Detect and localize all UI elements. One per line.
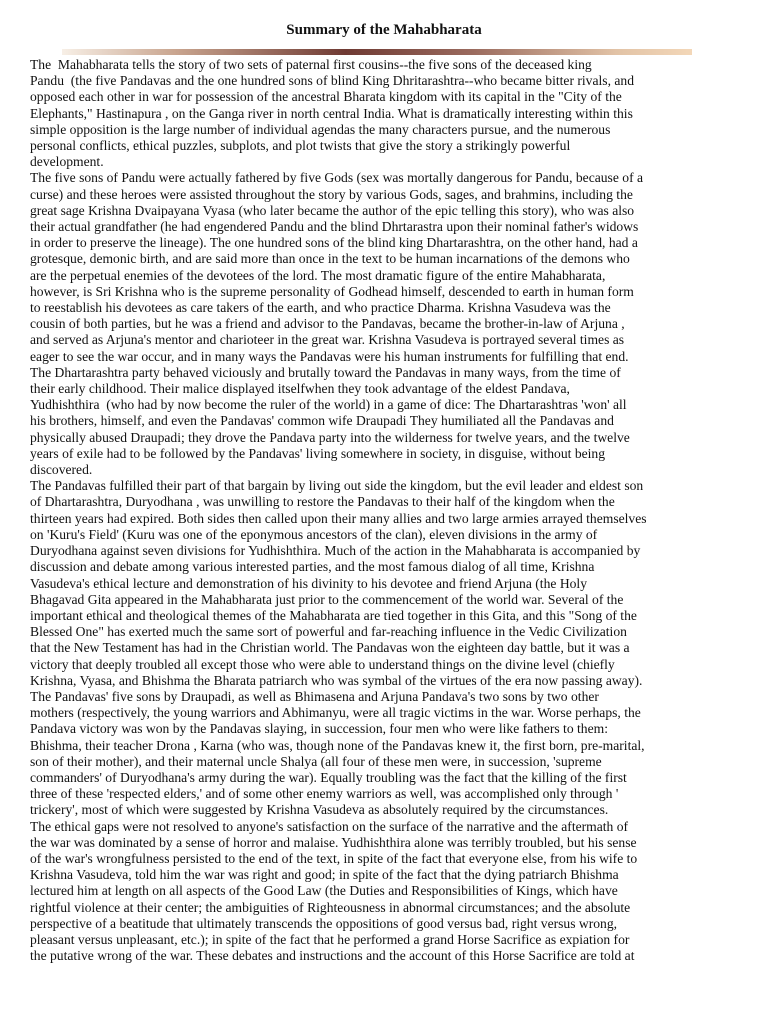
paragraph-line: Bhishma, their teacher Drona , Karna (who was, though none of the Pandavas knew it, the first born, pre-marital, [30, 737, 645, 753]
paragraph-line: Yudhishthira (who had by now become the ruler of the world) in a game of dice: The Dhartarashtras 'won' all [30, 397, 627, 413]
paragraph-line: opposed each other in war for possession of the ancestral Bharata kingdom with its capital in the "City of the [30, 89, 622, 105]
paragraph-line: pleasant versus unpleasant, etc.); in spite of the fact that he performed a grand Horse Sacrifice as expiation for [30, 931, 630, 947]
paragraph-line: cousin of both parties, but he was a friend and advisor to the Pandavas, became the brother-in-law of Arjuna , [30, 316, 625, 332]
paragraph-line: are the perpetual enemies of the devotees of the lord. The most dramatic figure of the entire Mahabharata, [30, 267, 606, 283]
paragraph-line: of Dhartarashtra, Duryodhana , was unwilling to restore the Pandavas to their half of the kingdom when the [30, 494, 615, 510]
paragraph-line: mothers (respectively, the young warriors and Abhimanyu, were all tragic victims in the war. Worse perhaps, the [30, 705, 641, 721]
title-underline-rule [62, 49, 692, 55]
paragraph-line: The Pandavas' five sons by Draupadi, as well as Bhimasena and Arjuna Pandava's two sons by two other [30, 688, 599, 704]
paragraph-line: their early childhood. Their malice displayed itselfwhen they took advantage of the eldest Pandava, [30, 381, 570, 397]
paragraph [30, 819, 743, 965]
paragraph-line: simple opposition is the large number of individual agendas the many characters pursue, and the numerous [30, 121, 611, 137]
paragraph-line: personal conflicts, ethical puzzles, subplots, and plot twists that give the story a strikingly powerful [30, 138, 571, 154]
paragraph-line: commanders' of Duryodhana's army during the war). Equally troubling was the fact that the killing of the first [30, 769, 627, 785]
paragraph-line: Vasudeva's ethical lecture and demonstration of his divinity to his devotee and friend Arjuna (the Holy [30, 575, 588, 591]
paragraph-line: discovered. [30, 462, 93, 478]
paragraph [30, 689, 743, 819]
paragraph-line: trickery', most of which were suggested by Krishna Vasudeva as absolutely required by the circumstances. [30, 802, 609, 818]
paragraph-line: his brothers, himself, and even the Pandavas' common wife Draupadi They humiliated all the Pandavas and [30, 413, 614, 429]
paragraph-line: that the New Testament has had in the Christian world. The Pandavas won the eighteen day battle, but it was a [30, 640, 630, 656]
paragraph-line: The ethical gaps were not resolved to anyone's satisfaction on the surface of the narrative and the aftermath of [30, 818, 629, 834]
paragraph-line: their actual grandfather (he had engendered Pandu and the blind Dhrtarastra upon their nominal father's widows [30, 219, 639, 235]
paragraph-line: Duryodhana against seven divisions for Yudhishthira. Much of the action in the Mahabharata is accompanied by [30, 543, 641, 559]
paragraph-line: to reestablish his devotees as care takers of the earth, and who practice Dharma. Krishna Vasudeva was the [30, 300, 611, 316]
paragraph-line: discussion and debate among various interested parties, and the most famous dialog of all time, Krishna [30, 559, 595, 575]
paragraph-line: Pandava victory was won by the Pandavas slaying, in succession, four men who were like fathers to them: [30, 721, 608, 737]
paragraph-line: three of these 'respected elders,' and of some other enemy warriors as well, was accomplished only through ' [30, 786, 619, 802]
paragraph [30, 478, 743, 689]
paragraph-line: son of their mother), and their maternal uncle Shalya (all four of these men were, in succession, 'supreme [30, 753, 602, 769]
document-body [30, 57, 743, 964]
paragraph-line: thirteen years had expired. Both sides then called upon their many allies and two large armies arrayed themselves [30, 510, 647, 526]
paragraph-line: Bhagavad Gita appeared in the Mahabharata just prior to the commencement of the world war. Several of the [30, 591, 624, 607]
paragraph-line: on 'Kuru's Field' (Kuru was one of the eponymous ancestors of the clan), eleven divisions in the army of [30, 526, 598, 542]
paragraph-line: lectured him at length on all aspects of the Good Law (the Duties and Responsibilities of Kings, which have [30, 883, 618, 899]
paragraph-line: The Pandavas fulfilled their part of that bargain by living out side the kingdom, but the evil leader and eldest son [30, 478, 644, 494]
paragraph-line: grotesque, demonic birth, and are said more than once in the text to be human incarnations of the demons who [30, 251, 630, 267]
paragraph-line: Krishna Vasudeva, told him the war was right and good; in spite of the fact that the dying patriarch Bhishma [30, 867, 619, 883]
paragraph-line: Blessed One" has exerted much the same sort of powerful and far-reaching influence in the Vedic Civilization [30, 624, 627, 640]
paragraph-line: The Dhartarashtra party behaved viciously and brutally toward the Pandavas in many ways, from the time of [30, 364, 621, 380]
paragraph-line: physically abused Draupadi; they drove the Pandava party into the wilderness for twelve years, and the twelve [30, 429, 630, 445]
paragraph-line: and served as Arjuna's mentor and charioteer in the great war. Krishna Vasudeva is portrayed several times as [30, 332, 625, 348]
paragraph-line: in order to preserve the lineage). The one hundred sons of the blind king Dhartarashtra, on the other hand, had a [30, 235, 638, 251]
paragraph-line: great sage Krishna Dvaipayana Vyasa (who later became the author of the epic telling this story), who was also [30, 202, 635, 218]
paragraph-line: years of exile had to be followed by the Pandavas' living somewhere in society, in disguise, without being [30, 445, 606, 461]
paragraph [30, 365, 743, 478]
page-title: Summary of the Mahabharata [286, 22, 482, 38]
paragraph-line: rightful violence at their center; the ambiguities of Righteousness in abnormal circumstances; and the absolute [30, 899, 631, 915]
paragraph [30, 170, 743, 364]
paragraph-line: eager to see the war occur, and in many ways the Pandavas were his human instruments for fulfilling that end. [30, 348, 629, 364]
paragraph-line: victory that deeply troubled all except those who were able to understand things on the divine level (chiefly [30, 656, 615, 672]
paragraph-line: the war was dominated by a sense of horror and malaise. Yudhishthira alone was terribly troubled, but his sense [30, 834, 637, 850]
paragraph-line: The five sons of Pandu were actually fathered by five Gods (sex was mortally dangerous for Pandu, because of a [30, 170, 644, 186]
paragraph-line: Elephants," Hastinapura , on the Ganga river in north central India. What is dramatically interesting within this [30, 105, 633, 121]
paragraph-line: of the war's wrongfulness persisted to the end of the text, in spite of the fact that everyone else, from his wife to [30, 850, 638, 866]
paragraph-line: curse) and these heroes were assisted throughout the story by various Gods, sages, and brahmins, including the [30, 186, 633, 202]
paragraph-line: perspective of a beatitude that ultimately transcends the oppositions of good versus bad, right versus wrong, [30, 915, 618, 931]
paragraph-line: important ethical and theological themes of the Mahabharata are tied together in this Gita, and this "Song of the [30, 607, 637, 623]
paragraph-line: development. [30, 154, 104, 170]
paragraph [30, 57, 743, 170]
paragraph-line: Krishna, Vyasa, and Bhishma the Bharata patriarch who was symbal of the virtues of the era now passing away). [30, 672, 643, 688]
paragraph-line: the putative wrong of the war. These debates and instructions and the account of this Horse Sacrifice are told at [30, 948, 635, 964]
paragraph-line: The Mahabharata tells the story of two sets of paternal first cousins--the five sons of the deceased king [30, 57, 592, 72]
paragraph-line: Pandu (the five Pandavas and the one hundred sons of blind King Dhritarashtra--who became bitter rivals, and [30, 73, 634, 89]
paragraph-line: however, is Sri Krishna who is the supreme personality of Godhead himself, descended to earth in human form [30, 283, 634, 299]
